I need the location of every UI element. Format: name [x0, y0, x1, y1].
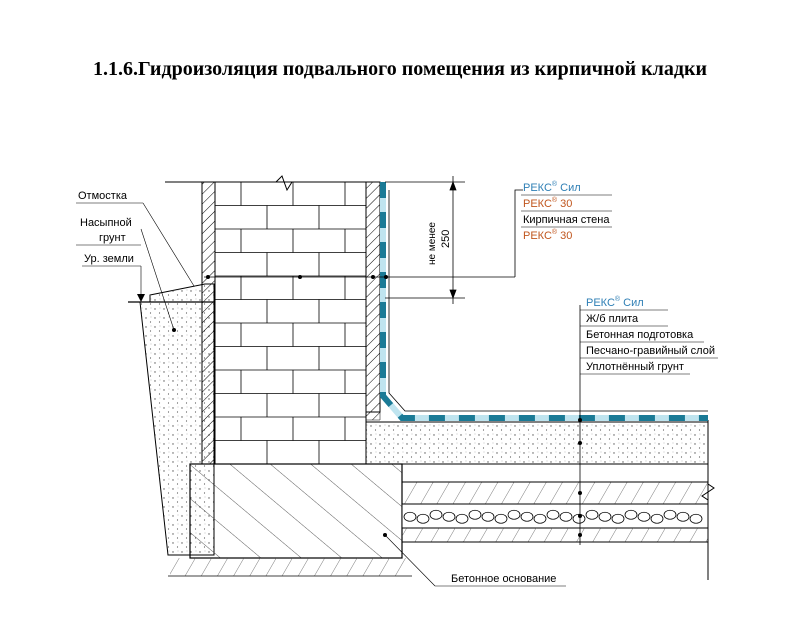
svg-text:Отмостка: Отмостка	[78, 190, 127, 202]
outer-plaster-strip	[202, 182, 215, 464]
svg-text:Песчано-гравийный слой: Песчано-гравийный слой	[586, 345, 715, 357]
svg-text:Кирпичная стена: Кирпичная стена	[523, 214, 610, 226]
svg-text:Ж/б плита: Ж/б плита	[586, 313, 639, 325]
svg-text:РЕКС® Сил: РЕКС® Сил	[523, 181, 581, 194]
compacted-soil	[402, 528, 708, 542]
dimension-text: не менее	[427, 222, 438, 265]
svg-text:РЕКС® Сил: РЕКС® Сил	[586, 296, 644, 309]
inner-plaster-strip	[366, 182, 380, 412]
svg-text:грунт: грунт	[99, 232, 126, 244]
concrete-foundation	[190, 464, 402, 558]
svg-text:РЕКС® 30: РЕКС® 30	[523, 197, 573, 210]
svg-text:Уплотнённый грунт: Уплотнённый грунт	[586, 361, 684, 373]
dimension-250	[385, 176, 465, 304]
wall-callout	[521, 180, 612, 242]
svg-text:Бетонная подготовка: Бетонная подготовка	[586, 329, 694, 341]
dimension-value: 250	[440, 229, 452, 248]
bottom-label: Бетонное основание	[451, 573, 557, 585]
page-title: 1.1.6.Гидроизоляция подвального помещения из кирпичной кладки	[92, 58, 708, 80]
svg-text:Ур. земли: Ур. земли	[84, 253, 134, 265]
concrete-prep-layer	[402, 482, 708, 504]
rc-floor-slab	[366, 422, 708, 464]
brick-wall	[215, 182, 366, 464]
svg-text:Насыпной: Насыпной	[80, 217, 132, 229]
floor-callout	[580, 295, 718, 374]
svg-text:РЕКС® 30: РЕКС® 30	[523, 229, 573, 242]
